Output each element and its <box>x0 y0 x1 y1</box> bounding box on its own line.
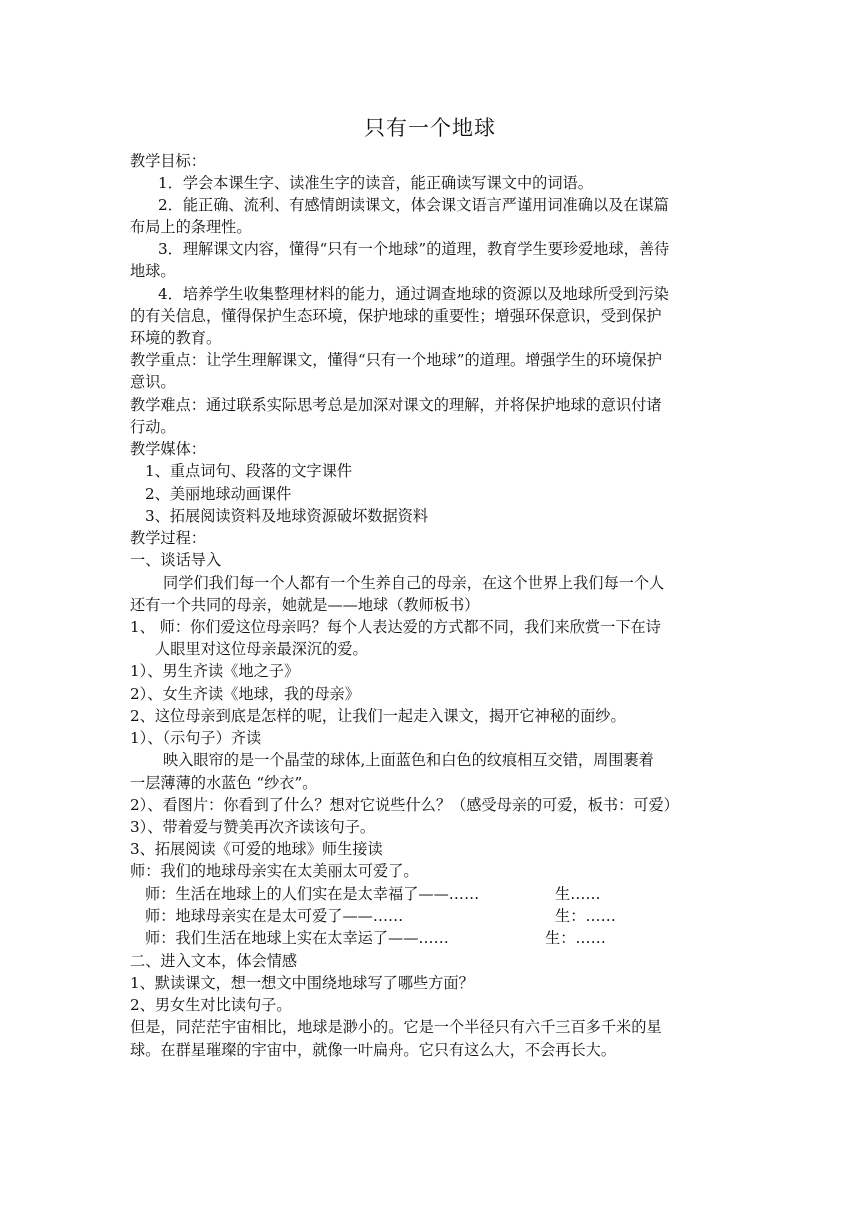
text-line: 教学重点：让学生理解课文，懂得“只有一个地球”的道理。增强学生的环境保护 <box>130 351 662 369</box>
text-line: 教学目标： <box>130 152 206 170</box>
text-line: 映入眼帘的是一个晶莹的球体,上面蓝色和白色的纹痕相互交错，周围裹着 <box>163 751 654 769</box>
text-line: 一层薄薄的水蓝色 “纱衣”。 <box>130 774 318 792</box>
text-line: 4．培养学生收集整理材料的能力，通过调查地球的资源以及地球所受到污染 <box>158 285 669 303</box>
text-line: 环境的教育。 <box>130 329 222 347</box>
document-title: 只有一个地球 <box>364 116 496 140</box>
text-line: 意识。 <box>130 373 176 391</box>
text-line: 3、拓展阅读《可爱的地球》师生接读 <box>130 840 383 858</box>
text-line: 1．学会本课生字、读准生字的读音，能正确读写课文中的词语。 <box>158 174 593 192</box>
dialogue-teacher: 师：地球母亲实在是太可爱了——…… <box>145 907 404 925</box>
text-line: 2．能正确、流利、有感情朗读课文，体会课文语言严谨用词准确以及在谋篇 <box>158 196 669 214</box>
text-line: 2）、女生齐读《地球，我的母亲》 <box>130 685 360 703</box>
text-line: 3、拓展阅读资料及地球资源破坏数据资料 <box>145 507 429 525</box>
text-line: 还有一个共同的母亲，她就是——地球（教师板书） <box>130 596 480 614</box>
text-line: 地球。 <box>130 262 176 280</box>
text-line: 教学过程： <box>130 529 206 547</box>
text-line: 布局上的条理性。 <box>130 218 252 236</box>
text-line: 1、默读课文，想一想文中围绕地球写了哪些方面？ <box>130 974 474 992</box>
text-line: 3）、带着爱与赞美再次齐读该句子。 <box>130 818 376 836</box>
text-line: 2、美丽地球动画课件 <box>145 485 292 503</box>
text-line: 的有关信息，懂得保护生态环境，保护地球的重要性；增强环保意识，受到保护 <box>130 307 662 325</box>
text-line: 2、这位母亲到底是怎样的呢，让我们一起走入课文，揭开它神秘的面纱。 <box>130 707 626 725</box>
text-line: 教学媒体： <box>130 440 206 458</box>
text-line: 1、 师：你们爱这位母亲吗？每个人表达爱的方式都不同，我们来欣赏一下在诗 <box>130 618 661 636</box>
text-line: 1、重点词句、段落的文字课件 <box>145 462 353 480</box>
dialogue-teacher: 师：我们生活在地球上实在太幸运了——…… <box>145 929 449 947</box>
text-line: 2）、看图片：你看到了什么？想对它说些什么？（感受母亲的可爱，板书：可爱） <box>130 796 679 814</box>
text-line: 人眼里对这位母亲最深沉的爱。 <box>155 640 368 658</box>
dialogue-student: 生：…… <box>545 929 606 947</box>
text-line: 一、谈话导入 <box>130 551 222 569</box>
text-line: 行动。 <box>130 418 176 436</box>
dialogue-student: 生：…… <box>555 907 616 925</box>
text-line: 教学难点：通过联系实际思考总是加深对课文的理解，并将保护地球的意识付诸 <box>130 396 662 414</box>
text-line: 二、进入文本，体会情感 <box>130 952 298 970</box>
text-line: 但是，同茫茫宇宙相比，地球是渺小的。它是一个半径只有六千三百多千米的星 <box>130 1018 662 1036</box>
text-line: 球。在群星璀璨的宇宙中，就像一叶扁舟。它只有这么大，不会再长大。 <box>130 1041 616 1059</box>
text-line: 3．理解课文内容，懂得“只有一个地球”的道理，教育学生要珍爱地球，善待 <box>158 240 670 258</box>
text-line: 2、男女生对比读句子。 <box>130 996 292 1014</box>
dialogue-teacher: 师：生活在地球上的人们实在是太幸福了——…… <box>145 885 480 903</box>
dialogue-student: 生…… <box>555 885 601 903</box>
text-line: 1）、男生齐读《地之子》 <box>130 662 300 680</box>
text-line: 师：我们的地球母亲实在太美丽太可爱了。 <box>130 862 419 880</box>
text-line: 同学们我们每一个人都有一个生养自己的母亲，在这个世界上我们每一个人 <box>163 574 665 592</box>
text-line: 1）、（示句子）齐读 <box>130 729 262 747</box>
